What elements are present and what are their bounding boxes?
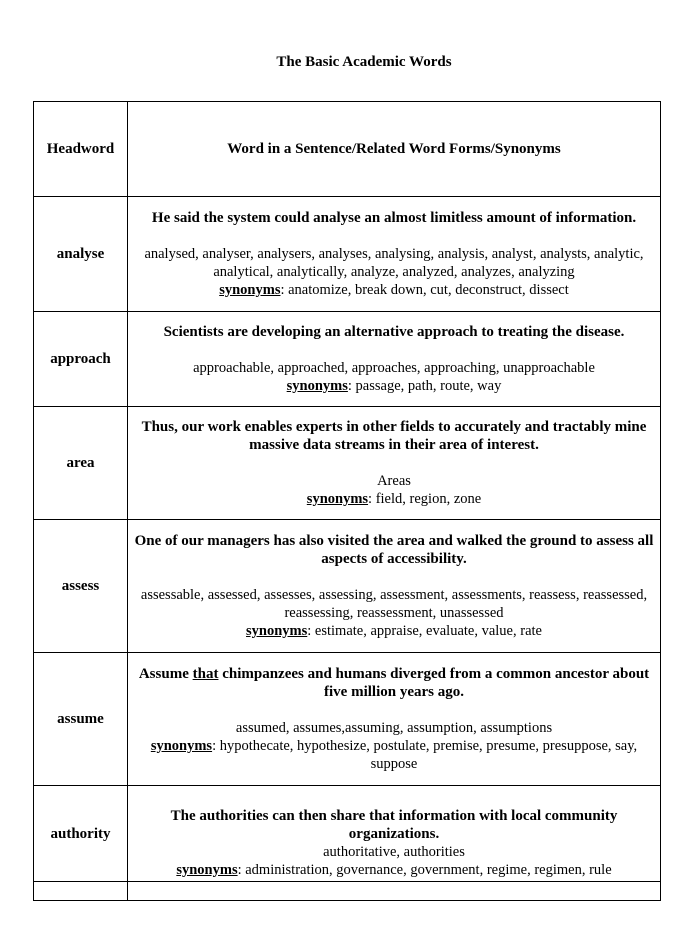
example-sentence: Scientists are developing an alternative approach to treating the disease. (163, 324, 625, 340)
synonyms-line (134, 377, 654, 395)
synonyms-list: : passage, path, route, way (347, 378, 502, 394)
page-title: The Basic Academic Words (276, 54, 452, 70)
example-sentence: The authorities can then share that information with local community organizations. (170, 807, 618, 842)
synonyms-label: synonyms (150, 738, 213, 754)
headword: area (34, 407, 128, 520)
details-cell (128, 407, 661, 520)
related-forms: analysed, analyser, analysers, analyses, analysing, analysis, analyst, analysts, analytic, analytical, analytically, analyze, analyzed, analyzes, analyzing (144, 246, 644, 280)
synonyms-list: : hypothecate, hypothesize, postulate, premise, presume, presuppose, say, suppose (212, 738, 638, 772)
synonyms-label: synonyms (219, 282, 281, 298)
table-row (34, 786, 661, 882)
empty-row (34, 882, 661, 901)
empty-cell (128, 882, 661, 901)
details-cell (128, 786, 661, 882)
example-sentence (134, 665, 654, 701)
example-sentence: He said the system could analyse an almost limitless amount of information. (151, 210, 637, 226)
synonyms-line (134, 490, 654, 508)
table-header-row (34, 102, 661, 197)
details-cell (128, 520, 661, 653)
headword: assume (34, 653, 128, 786)
synonyms-line (134, 861, 654, 879)
related-forms: Areas (377, 473, 411, 489)
synonyms-label: synonyms (286, 378, 348, 394)
synonyms-list: : administration, governance, government, regime, regimen, rule (237, 861, 612, 878)
table-row (34, 653, 661, 786)
table-row (34, 407, 661, 520)
details-cell (128, 653, 661, 786)
example-sentence: One of our managers has also visited the area and walked the ground to assess all aspects of accessibility. (134, 533, 654, 567)
details-cell (128, 312, 661, 407)
related-forms: authoritative, authorities (323, 843, 465, 860)
synonyms-label: synonyms (246, 623, 308, 639)
synonyms-list: : anatomize, break down, cut, deconstruct, dissect (280, 282, 569, 298)
details-cell (128, 197, 661, 312)
academic-words-table (33, 101, 661, 901)
table-row (34, 197, 661, 312)
headword: assess (34, 520, 128, 653)
headword: approach (34, 312, 128, 407)
header-headword: Headword (34, 102, 128, 197)
sentence-end: chimpanzees and humans diverged from a common ancestor about five million years ago. (218, 666, 650, 700)
underlined-word: that (192, 666, 219, 682)
synonyms-label: synonyms (176, 861, 238, 878)
synonyms-list: : estimate, appraise, evaluate, value, rate (307, 623, 542, 639)
synonyms-label: synonyms (306, 491, 369, 507)
related-forms: assessable, assessed, assesses, assessing, assessment, assessments, reassess, reassessed, reassessing, reassessment, unassessed (140, 587, 648, 621)
synonyms-line (134, 737, 654, 773)
sentence-start: Assume (138, 666, 193, 682)
synonyms-line (134, 281, 654, 299)
example-sentence: Thus, our work enables experts in other fields to accurately and tractably mine massive data streams in their area of interest. (141, 419, 647, 453)
related-forms: approachable, approached, approaches, approaching, unapproachable (193, 360, 595, 376)
headword: authority (34, 786, 128, 882)
table-row (34, 520, 661, 653)
headword: analyse (34, 197, 128, 312)
related-forms: assumed, assumes,assuming, assumption, assumptions (235, 720, 553, 736)
table-row (34, 312, 661, 407)
header-details: Word in a Sentence/Related Word Forms/Synonyms (128, 102, 661, 197)
synonyms-line (134, 622, 654, 640)
synonyms-list: : field, region, zone (368, 491, 482, 507)
empty-cell (34, 882, 128, 901)
